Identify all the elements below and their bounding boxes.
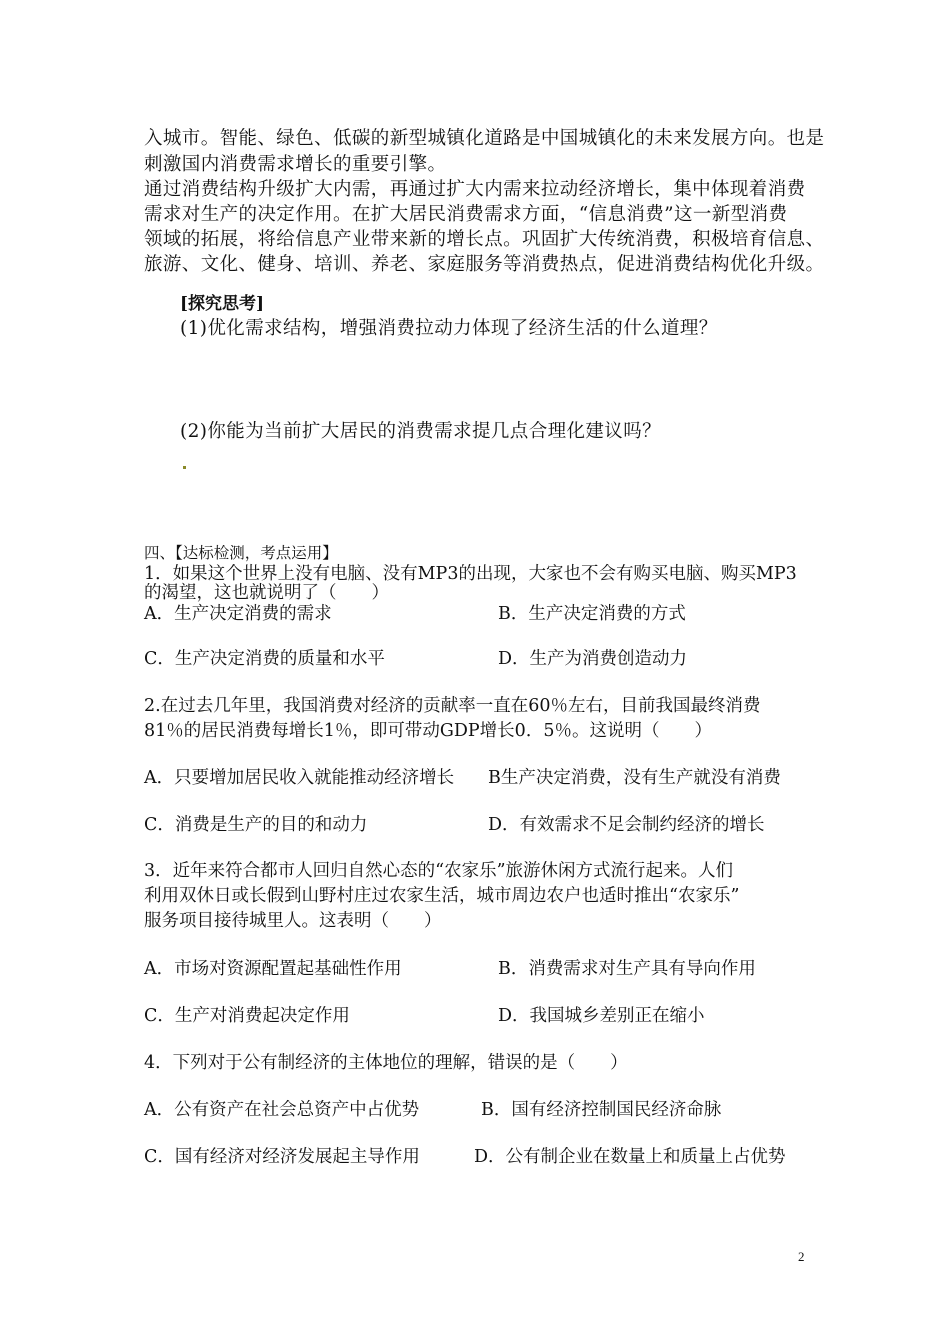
- question-3-option-c: C．生产对消费起决定作用: [144, 1006, 350, 1026]
- question-1-option-a: A．生产决定消费的需求: [144, 604, 332, 624]
- question-2-option-b: B生产决定消费，没有生产就没有消费: [488, 768, 781, 788]
- page-number: 2: [798, 1249, 805, 1264]
- stray-mark: [183, 466, 186, 469]
- question-1-stem: 1．如果这个世界上没有电脑、没有MP3的出现，大家也不会有购买电脑、购买MP3: [144, 564, 797, 584]
- question-3-stem: 利用双休日或长假到山野村庄过农家生活，城市周边农户也适时推出“农家乐”: [144, 886, 740, 906]
- question-4-option-d: D．公有制企业在数量上和质量上占优势: [474, 1147, 786, 1167]
- passage-line: 入城市。智能、绿色、低碳的新型城镇化道路是中国城镇化的未来发展方向。也是: [144, 128, 825, 149]
- question-3-option-a: A．市场对资源配置起基础性作用: [144, 959, 402, 979]
- inquiry-question-2: (2)你能为当前扩大居民的消费需求提几点合理化建议吗？: [180, 421, 662, 442]
- question-4-option-a: A．公有资产在社会总资产中占优势: [144, 1100, 420, 1120]
- question-2-option-c: C．消费是生产的目的和动力: [144, 815, 368, 835]
- passage-line: 旅游、文化、健身、培训、养老、家庭服务等消费热点，促进消费结构优化升级。: [144, 254, 825, 275]
- passage-line: 通过消费结构升级扩大内需，再通过扩大内需来拉动经济增长，集中体现着消费: [144, 179, 806, 200]
- question-2-stem: 81％的居民消费每增长1％，即可带动GDP增长0．5％。这说明（ ）: [144, 721, 712, 741]
- question-4-option-c: C．国有经济对经济发展起主导作用: [144, 1147, 420, 1167]
- question-1-stem: 的渴望，这也就说明了（ ）: [144, 583, 389, 603]
- question-3-stem: 3．近年来符合都市人回归自然心态的“农家乐”旅游休闲方式流行起来。人们: [144, 861, 734, 881]
- passage-line: 需求对生产的决定作用。在扩大居民消费需求方面，“信息消费”这一新型消费: [144, 204, 788, 225]
- inquiry-heading: [探究思考]: [180, 294, 265, 314]
- question-1-option-c: C．生产决定消费的质量和水平: [144, 649, 385, 669]
- passage-line: 刺激国内消费需求增长的重要引擎。: [144, 154, 447, 175]
- question-1-option-d: D．生产为消费创造动力: [498, 649, 688, 669]
- passage-line: 领域的拓展，将给信息产业带来新的增长点。巩固扩大传统消费，积极培育信息、: [144, 229, 825, 250]
- question-3-stem: 服务项目接待城里人。这表明（ ）: [144, 911, 442, 931]
- question-2-stem: 2.在过去几年里，我国消费对经济的贡献率一直在60％左右，目前我国最终消费: [144, 696, 761, 716]
- question-3-option-d: D．我国城乡差别正在缩小: [498, 1006, 705, 1026]
- question-3-option-b: B．消费需求对生产具有导向作用: [498, 959, 756, 979]
- inquiry-question-1: (1)优化需求结构，增强消费拉动力体现了经济生活的什么道理？: [180, 318, 718, 339]
- question-2-option-a: A．只要增加居民收入就能推动经济增长: [144, 768, 455, 788]
- section-title: 四、【达标检测，考点运用】: [144, 544, 338, 562]
- question-2-option-d: D．有效需求不足会制约经济的增长: [488, 815, 765, 835]
- question-1-option-b: B．生产决定消费的方式: [498, 604, 686, 624]
- question-4-stem: 4．下列对于公有制经济的主体地位的理解，错误的是（ ）: [144, 1053, 628, 1073]
- question-4-option-b: B．国有经济控制国民经济命脉: [481, 1100, 722, 1120]
